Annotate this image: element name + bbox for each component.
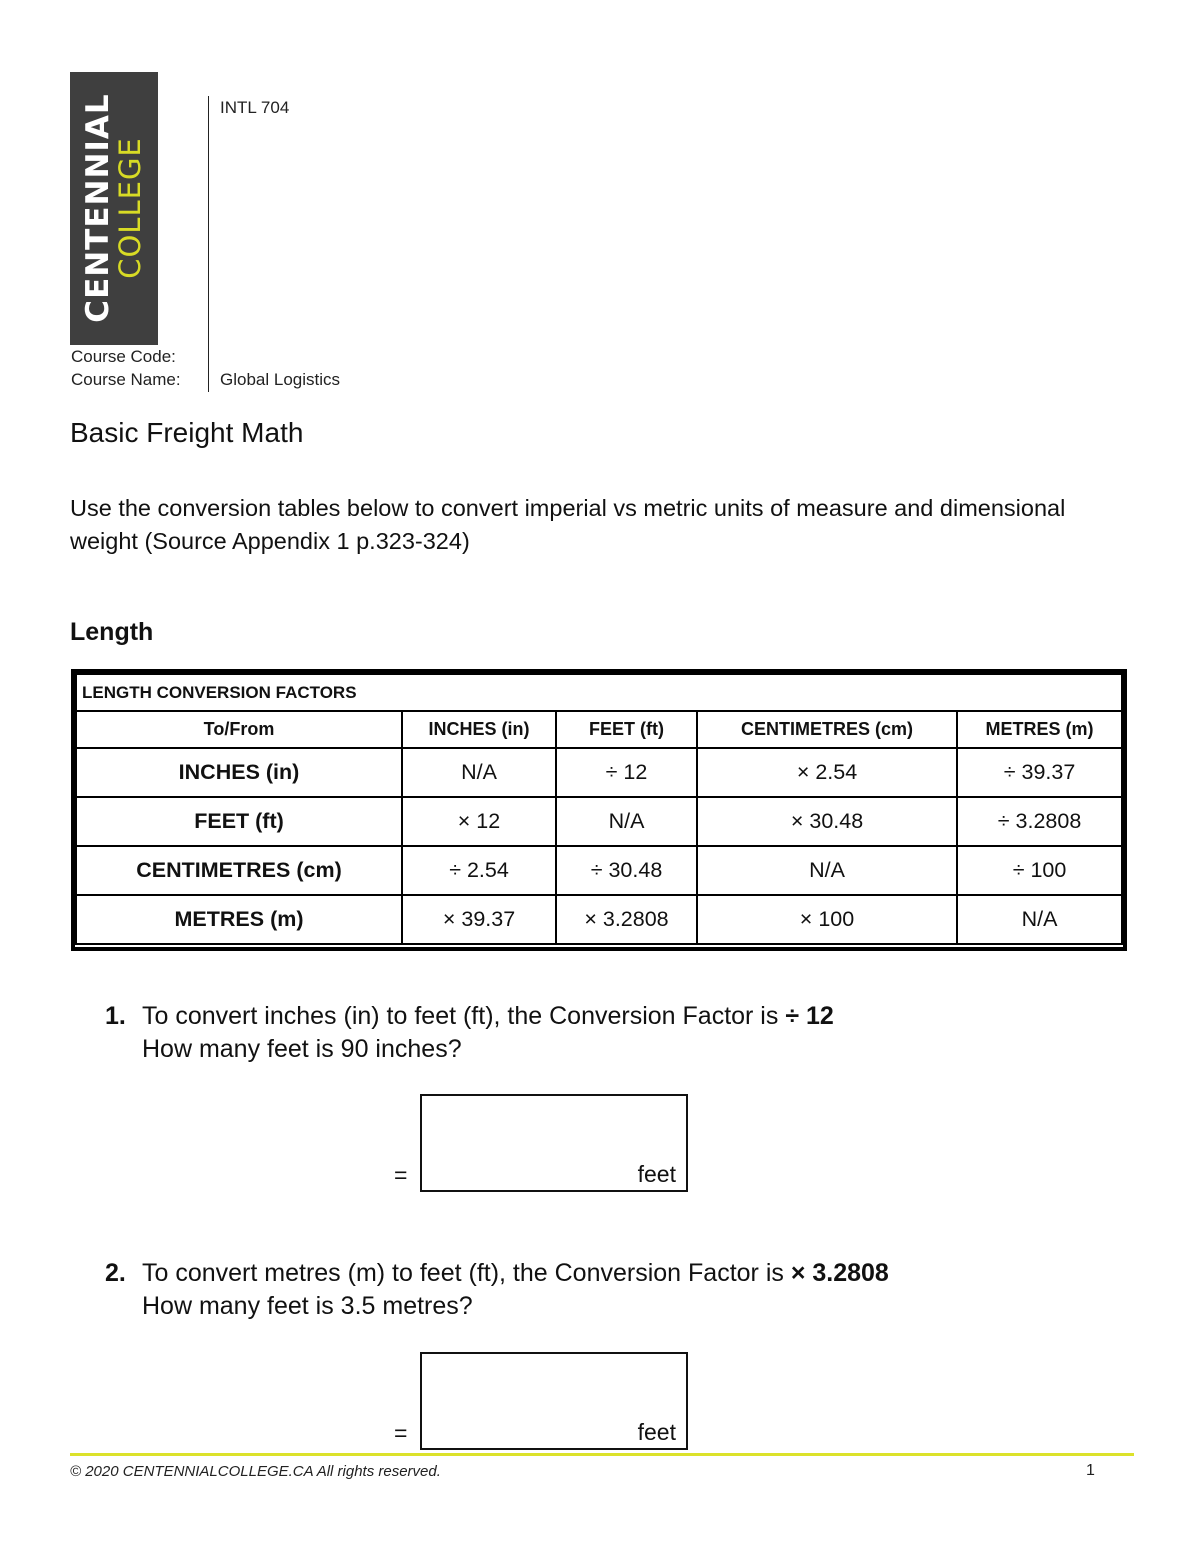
question-subprompt: How many feet is 3.5 metres?	[142, 1292, 473, 1320]
table-cell: ÷ 30.48	[556, 846, 697, 895]
table-row	[76, 748, 1122, 797]
answer-box-1[interactable]	[420, 1094, 688, 1192]
equals-sign: =	[394, 1162, 408, 1188]
footer-rule	[70, 1453, 1134, 1456]
column-header: METRES (m)	[957, 711, 1122, 748]
table-cell: × 30.48	[697, 797, 957, 846]
course-name-value: Global Logistics	[220, 370, 341, 389]
table-cell: × 39.37	[402, 895, 556, 944]
logo-wordmark	[80, 93, 147, 323]
answer-box-2[interactable]	[420, 1352, 688, 1450]
college-logo	[70, 72, 158, 345]
table-cell: N/A	[697, 846, 957, 895]
table-cell: × 12	[402, 797, 556, 846]
question-prompt: To convert metres (m) to feet (ft), the Conversion Factor is	[142, 1259, 791, 1287]
table-cell: ÷ 39.37	[957, 748, 1122, 797]
table-cell: N/A	[957, 895, 1122, 944]
question-2	[105, 1257, 889, 1323]
table-cell: ÷ 3.2808	[957, 797, 1122, 846]
row-header: FEET (ft)	[76, 797, 402, 846]
question-1	[105, 1000, 834, 1066]
table-row	[76, 797, 1122, 846]
document-title: Basic Freight Math	[70, 417, 304, 448]
table-cell: ÷ 2.54	[402, 846, 556, 895]
question-number: 2.	[105, 1259, 126, 1287]
header-divider	[208, 96, 209, 392]
length-conversion-table	[71, 669, 1127, 951]
conversion-factor: × 3.2808	[790, 1259, 889, 1287]
table-row	[76, 895, 1122, 944]
question-subprompt: How many feet is 90 inches?	[142, 1035, 462, 1063]
table-cell: × 2.54	[697, 748, 957, 797]
course-code-label: Course Code:	[71, 347, 176, 366]
course-code-value: INTL 704	[220, 98, 290, 117]
table-row	[76, 846, 1122, 895]
equals-sign: =	[394, 1420, 408, 1446]
conversion-factor: ÷ 12	[785, 1002, 834, 1030]
intro-paragraph: Use the conversion tables below to convert imperial vs metric units of measure and dimensional weight (Source Appendix 1 p.323-324)	[70, 495, 1066, 554]
column-header: CENTIMETRES (cm)	[697, 711, 957, 748]
page-number: 1	[1086, 1462, 1095, 1479]
table-cell: N/A	[402, 748, 556, 797]
table-header-row	[76, 711, 1122, 748]
section-heading-length: Length	[70, 618, 154, 646]
column-header: FEET (ft)	[556, 711, 697, 748]
course-name-label: Course Name:	[71, 370, 181, 389]
table-caption: LENGTH CONVERSION FACTORS	[76, 674, 1122, 711]
footer-copyright: © 2020 CENTENNIALCOLLEGE.CA All rights reserved.	[70, 1463, 441, 1480]
logo-line-centennial: CENTENNIAL	[80, 93, 116, 323]
row-header: METRES (m)	[76, 895, 402, 944]
answer-unit: feet	[637, 1161, 676, 1187]
logo-line-college: COLLEGE	[113, 137, 147, 279]
column-header: INCHES (in)	[402, 711, 556, 748]
table-cell: × 3.2808	[556, 895, 697, 944]
question-prompt: To convert inches (in) to feet (ft), the Conversion Factor is	[142, 1002, 786, 1030]
row-header: INCHES (in)	[76, 748, 402, 797]
row-header: CENTIMETRES (cm)	[76, 846, 402, 895]
table-cell: ÷ 100	[957, 846, 1122, 895]
question-number: 1.	[105, 1002, 126, 1030]
table-cell: N/A	[556, 797, 697, 846]
table-cell: ÷ 12	[556, 748, 697, 797]
answer-unit: feet	[637, 1419, 676, 1445]
column-header: To/From	[76, 711, 402, 748]
table-cell: × 100	[697, 895, 957, 944]
